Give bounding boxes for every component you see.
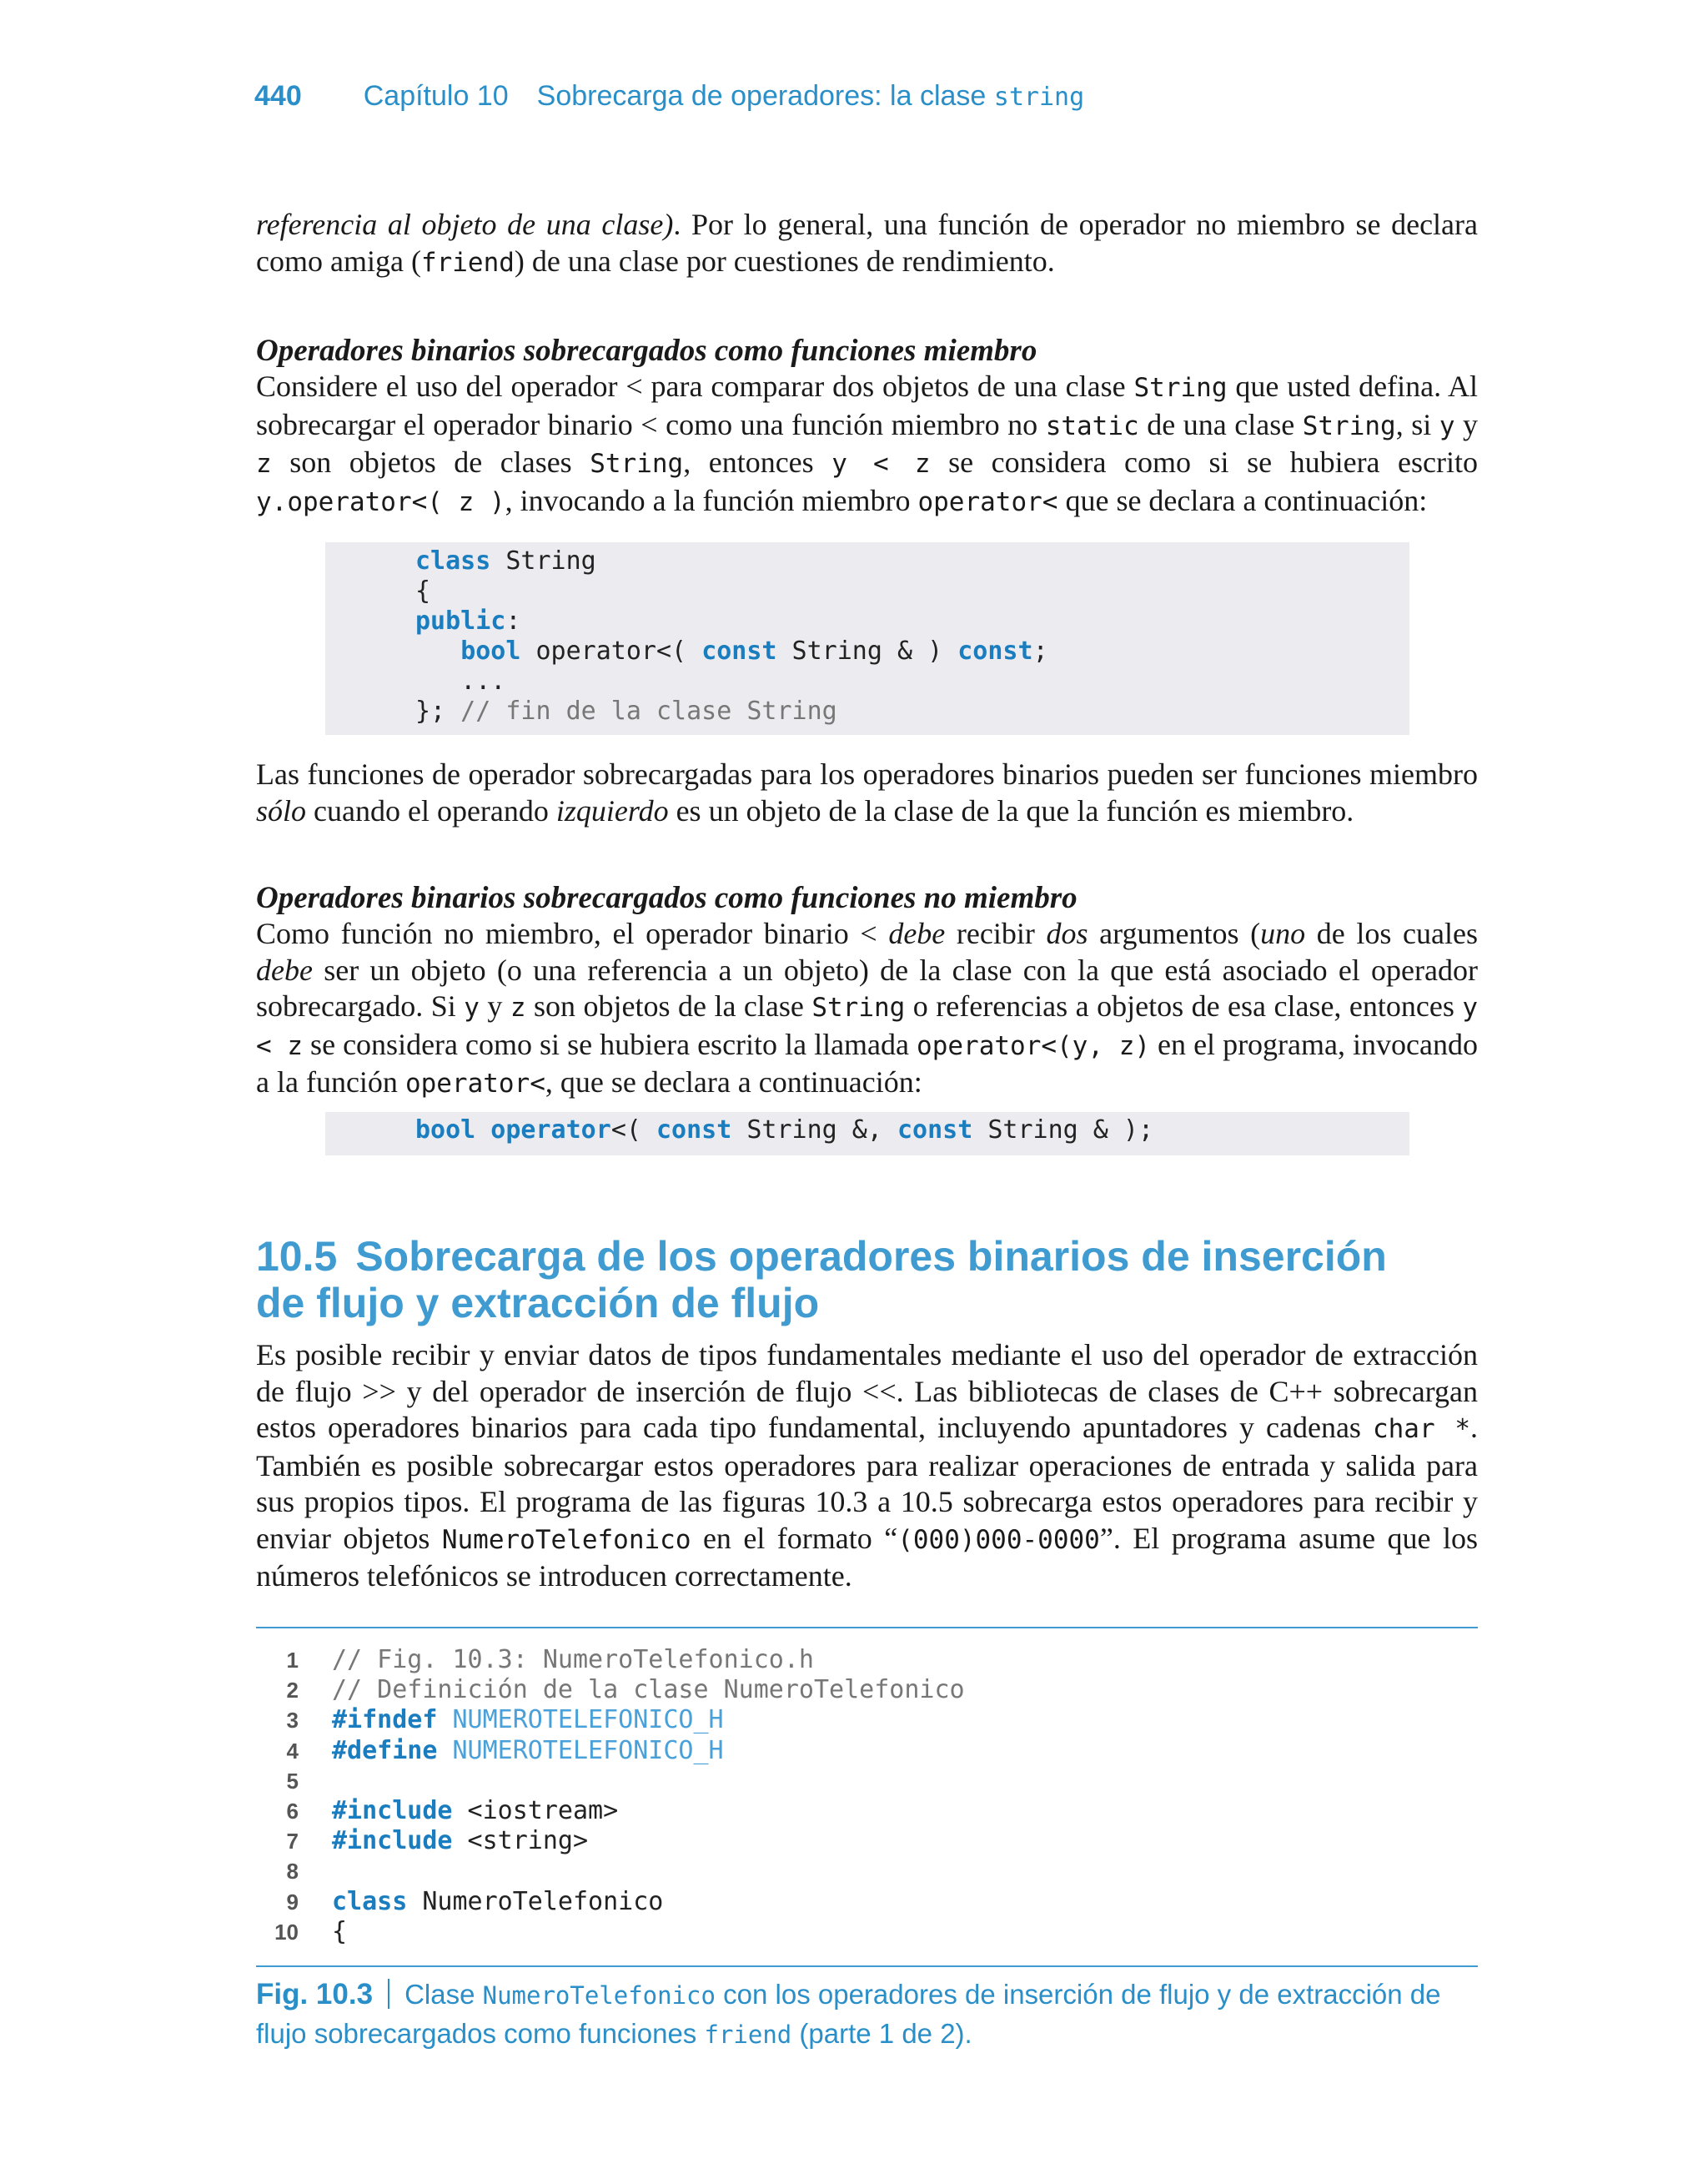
figure-top-rule [256,1627,1478,1628]
page-number: 440 [254,80,302,112]
line-code: // Fig. 10.3: NumeroTelefonico.h [332,1645,814,1674]
line-code: class NumeroTelefonico [332,1886,664,1916]
subsection-heading-member: Operadores binarios sobrecargados como funciones miembro [256,334,1037,368]
code-line: class String [415,546,596,576]
member-note-paragraph: Las funciones de operador sobrecargadas para los operadores binarios pueden ser funciones miembro sólo cuando el operando izquierdo es un objeto de la clase de la que la función es miembro. [256,757,1478,828]
listing-line [267,1826,965,1856]
line-code: #ifndef NUMEROTELEFONICO_H [332,1705,724,1735]
section-title: 10.5 Sobrecarga de los operadores binarios de inserción de flujo y extracción de flujo [256,1233,1387,1326]
section-number: 10.5 [256,1233,338,1280]
figure-label: Fig. 10.3 [256,1978,374,2010]
line-code: #define NUMEROTELEFONICO_H [332,1735,724,1765]
listing-line [267,1645,965,1675]
code-block-member [325,542,1409,735]
listing-line [267,1705,965,1735]
code-line: bool operator<( const String &, const String & ); [415,1115,1154,1145]
intro-italic: referencia al objeto de una clase) [256,208,674,241]
listing-line [267,1887,965,1917]
line-number: 6 [286,1799,299,1824]
figure-caption: Fig. 10.3 Clase NumeroTelefonico con los operadores de inserción de flujo y de extracción de flujo sobrecargados como funciones friend (parte 1 de 2). [256,1978,1441,2049]
listing-line [267,1856,965,1886]
figure-bottom-rule [256,1965,1478,1967]
member-paragraph: Considere el uso del operador < para comparar dos objetos de una clase String que usted defina. Al sobrecargar el operador binario < como una función miembro no static de una clase String, si y y z son objetos de clases String, entonces y < z se considera como si se hubiera escrito y.operator<( z ), invocando a la función miembro operator< que se declara a continuación: [256,370,1479,517]
line-number: 1 [286,1648,299,1673]
section-paragraph: Es posible recibir y enviar datos de tipos fundamentales mediante el uso del operador de extracción de flujo >> y del operador de inserción de flujo <<. Las bibliotecas de clases de C++ sobrecargan estos operadores binarios para cada tipo fundamental, incluyendo apuntadores y cadenas char *. También es posible sobrecargar estos operadores para realizar operaciones de entrada y salida para sus propios tipos. El programa de las figuras 10.3 a 10.5 sobrecarga estos operadores para recibir y enviar objetos NumeroTelefonico en el formato “(000)000-0000”. El programa asume que los números telefónicos se introducen correctamente. [256,1338,1478,1593]
code-listing [267,1645,965,1947]
nonmember-paragraph: Como función no miembro, el operador binario < debe recibir dos argumentos (uno de los cuales debe ser un objeto (o una referencia a un objeto) de la clase con la que está asociado el operador sobrecargado. Si y y z son objetos de la clase String o referencias a objetos de esa clase, entonces y < z se considera como si se hubiera escrito la llamada operator<(y, z) en el programa, invocando a la función operator<, que se declara a continuación: [256,917,1479,1099]
line-number: 4 [286,1738,299,1764]
listing-line [267,1796,965,1826]
listing-line [267,1917,965,1947]
line-number: 7 [286,1829,299,1854]
chapter-label: Capítulo 10 [363,80,509,112]
line-number: 10 [274,1919,299,1945]
subsection-heading-nonmember: Operadores binarios sobrecargados como funciones no miembro [256,881,1078,915]
line-number: 2 [286,1678,299,1703]
listing-line [267,1766,965,1796]
code-line: { [415,576,431,606]
code-line: public: [415,606,521,636]
caption-divider [388,1979,389,2009]
code-line: bool operator<( const String & ) const; [460,637,1048,666]
line-code: #include <string> [332,1826,589,1856]
listing-line [267,1675,965,1705]
chapter-title-code: string [993,83,1085,112]
line-number: 8 [286,1859,299,1885]
line-code: #include <iostream> [332,1796,619,1826]
code-line: }; // fin de la clase String [415,697,837,726]
listing-line [267,1736,965,1766]
code-line: ... [460,667,506,696]
line-number: 5 [286,1768,299,1794]
intro-paragraph: referencia al objeto de una clase). Por lo general, una función de operador no miembro se declara como amiga (friend) de una clase por cuestiones de rendimiento. [256,208,1478,278]
line-code: { [332,1916,348,1946]
line-number: 9 [286,1889,299,1915]
chapter-title: Sobrecarga de operadores: la clase [536,80,987,112]
line-number: 3 [286,1708,299,1734]
code-block-nonmember [325,1112,1409,1155]
line-code: // Definición de la clase NumeroTelefonico [332,1675,965,1705]
running-header [254,80,1084,113]
